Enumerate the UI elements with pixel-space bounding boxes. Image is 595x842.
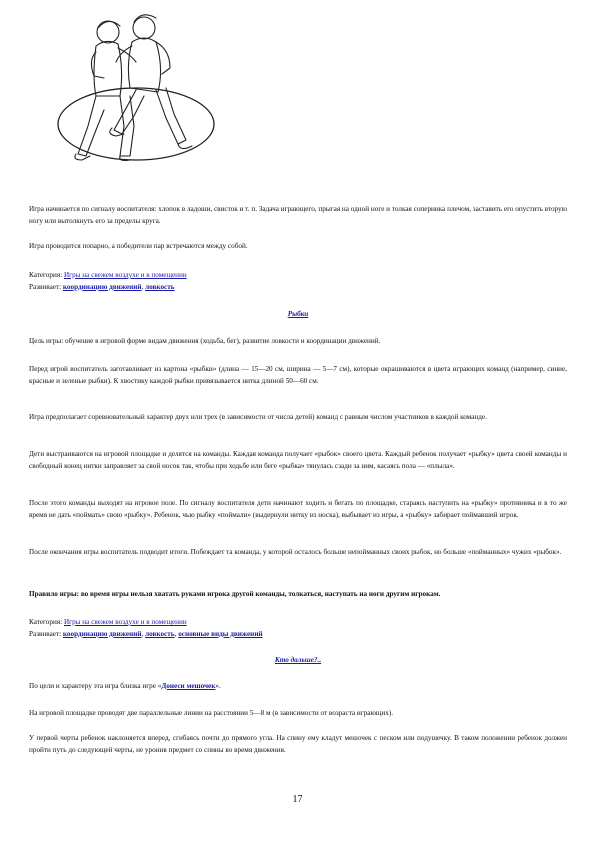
category-label: Категория:: [29, 271, 64, 279]
develops-label: Развивает:: [29, 629, 63, 638]
game-title-link[interactable]: Кто дальше?..: [274, 656, 322, 664]
category-block-1: Категория: Игры на свежем воздухе и в помещении Развивает: координацию движений, ловкость: [29, 271, 187, 291]
paragraph-competition: Игра предполагает соревновательный характер двух или трех (в зависимости от числа детей) команд с равным числом участников в каждой команде.: [29, 413, 487, 421]
paragraph-teams: Дети выстраиваются на игровой площадке и делятся на команды. Каждая команда получает «рыбок» своего цвета. Каждый ребенок получает «рыбку» цвета своей команды и свободный конец нитки заправляет за свой носок так, чтобы при ходьбе или беге «рыбка» тянулась сзади за ним, касаясь пола — «плыла».: [29, 450, 567, 470]
category-link-outdoor-games[interactable]: Игры на свежем воздухе и в помещении: [63, 271, 187, 279]
paragraph-preparation: Перед игрой воспитатель заготавливает из картона «рыбки» (длина — 15—20 см, ширина — 5—7 см), которые окрашиваются в цвета играющих команд (например, синие, красные и зеленые рыбки). К хвостику каждой рыбки привязывается нитка длиной 50—60 см.: [29, 365, 567, 385]
paragraph-similar-game: [29, 681, 567, 693]
wrestling-boys-illustration: [48, 4, 218, 172]
category-link-outdoor-games[interactable]: Игры на свежем воздухе и в помещении: [63, 618, 187, 626]
paragraph-rules: Правило игры: во время игры нельзя хватать руками игрока другой команды, толкаться, наступать на ноги другим игрокам.: [29, 590, 441, 598]
paragraph-results: После окончания игры воспитатель подводит итоги. Побеждает та команда, у которой осталось больше непойманных своих рыбок, но больше «пойманных» чужих «рыбок».: [29, 548, 562, 556]
develops-link-basic-movements[interactable]: основные виды движений: [178, 629, 263, 638]
develops-label: Развивает:: [29, 282, 63, 291]
link-carry-bag-game[interactable]: Донеси мешочек: [161, 682, 216, 690]
paragraph-play: После этого команды выходят на игровое поле. По сигналу воспитателя дети начинают ходить и бегать по площадке, стараясь наступить на «рыбку» противника и в то же время не дать «поймать» свою «рыбку». Ребенок, чью рыбку «поймали» (выдернули нитку из носка), выбывает из игры, а «рыбку» забирает поймавший игрок.: [29, 499, 567, 519]
develops-link-coordination[interactable]: координацию движений: [62, 629, 142, 638]
paragraph-pairs: Игра проводится попарно, а победители пар встречаются между собой.: [29, 242, 248, 250]
category-block-2: Категория: Игры на свежем воздухе и в помещении Развивает: координацию движений, ловкость, основные виды движений: [29, 618, 263, 638]
develops-link-agility[interactable]: ловкость: [145, 282, 175, 291]
similar-prefix: По цели и характеру эта игра близка игре «: [29, 682, 162, 690]
category-label: Категория:: [29, 618, 64, 626]
paragraph-bag-on-back: У первой черты ребенок наклоняется вперед, сгибаясь почти до прямого угла. На спину ему кладут мешочек с песком или подушечку. В таком положении ребенок должен пройти путь до следующей черты, не уронив предмет со спины во время движения.: [29, 734, 567, 754]
develops-link-agility[interactable]: ловкость: [145, 629, 175, 638]
game-title-link[interactable]: Рыбки: [287, 310, 309, 318]
game-title-who-farther: [29, 655, 567, 667]
page-number: 17: [292, 794, 303, 805]
paragraph-goal: Цель игры: обучение в игровой форме видам движения (ходьба, бег), развитие ловкости и координации движений.: [29, 337, 381, 345]
similar-suffix: ».: [215, 682, 221, 690]
develops-link-coordination[interactable]: координацию движений: [62, 282, 142, 291]
paragraph-lines: На игровой площадке проводят две параллельные линии на расстоянии 5—8 м (в зависимости от возраста играющих).: [29, 709, 394, 717]
game-title-fishes: [29, 309, 567, 321]
paragraph-game-start: Игра начинается по сигналу воспитателя: хлопок в ладоши, свисток и т. п. Задача играющего, прыгая на одной ноге и толкая соперника плечом, заставить его опустить вторую ногу или вытолкнуть его за пределы круга.: [29, 205, 567, 225]
